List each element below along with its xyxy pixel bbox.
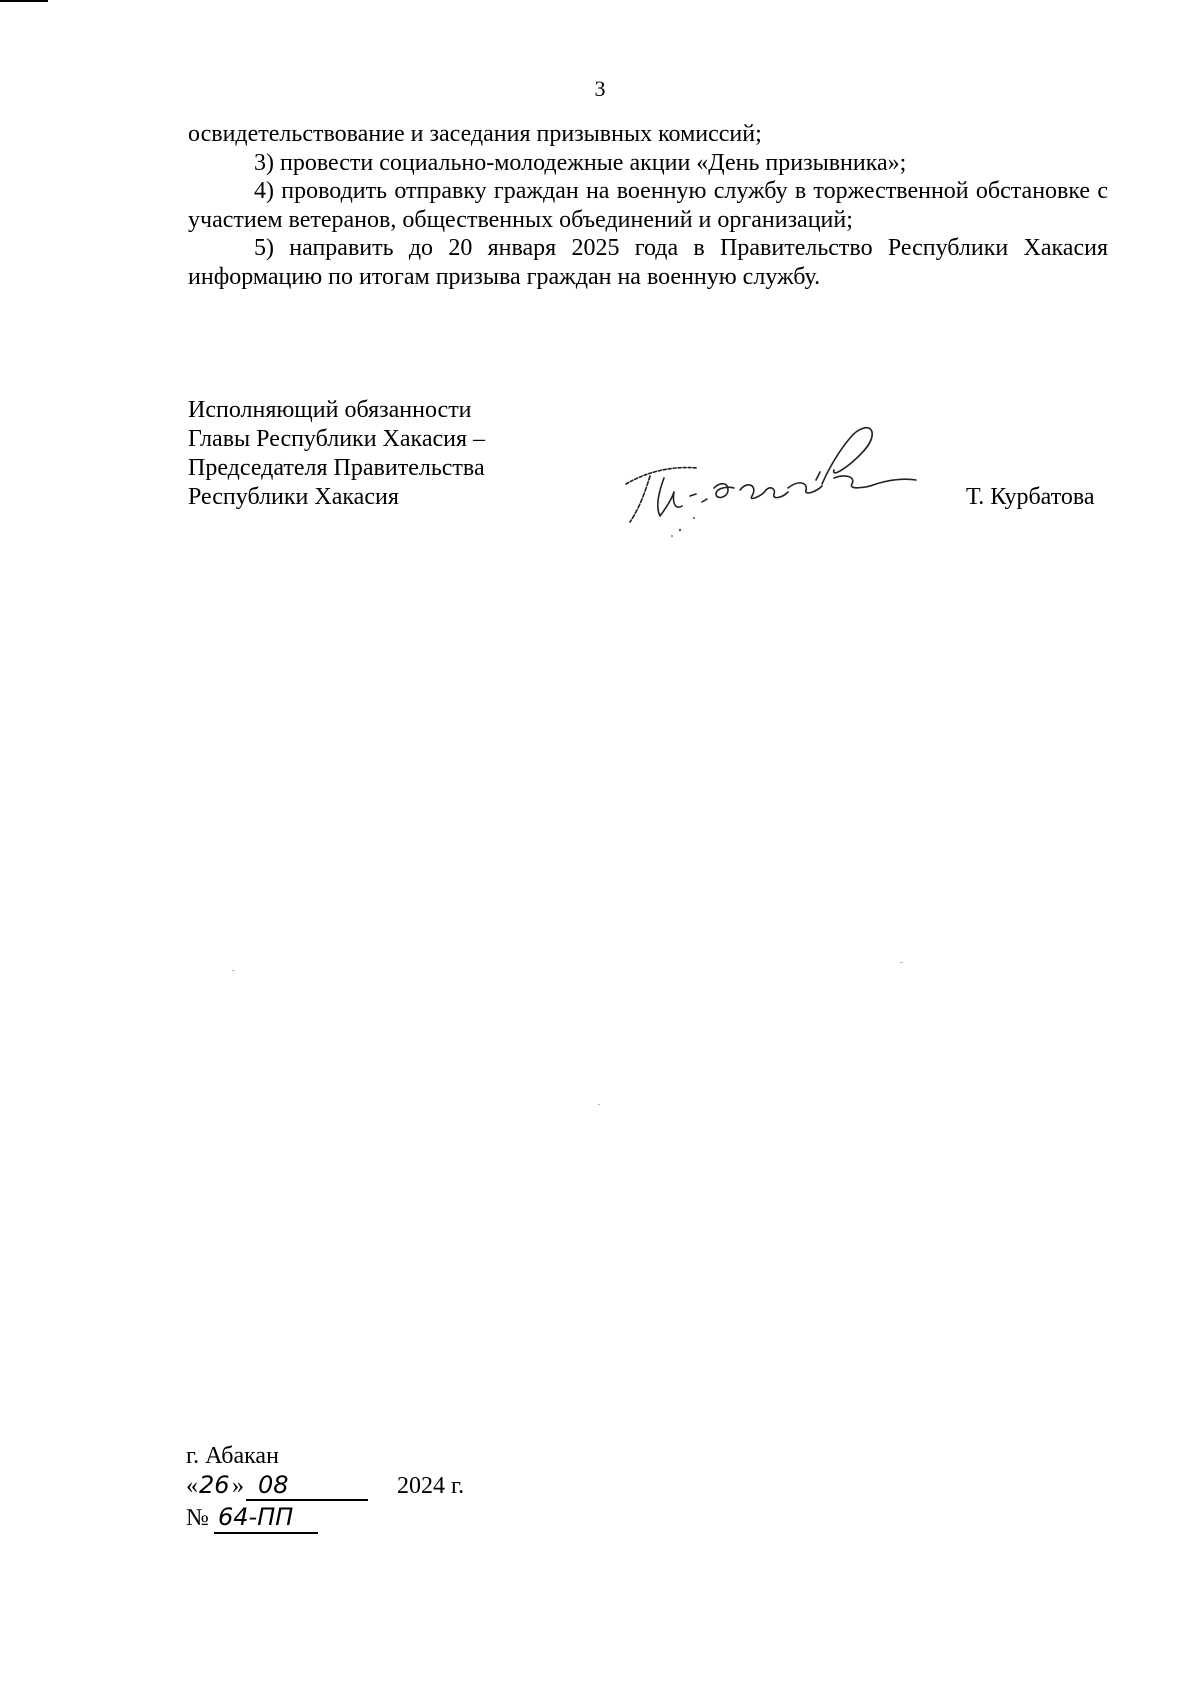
document-body	[188, 120, 1108, 291]
signatory-title-line: Главы Республики Хакасия –	[188, 426, 486, 452]
scan-speck	[232, 970, 235, 971]
handwritten-month: 08	[258, 1471, 289, 1499]
signatory-title-line: Исполняющий обязанности	[188, 397, 472, 423]
handwritten-day: 26	[199, 1471, 230, 1499]
signatory-title	[188, 396, 485, 512]
date-year: 2024 г.	[397, 1473, 465, 1499]
paragraph-continuation: освидетельствование и заседания призывных комиссий;	[188, 121, 762, 147]
paragraph-item-3: 3) провести социально-молодежные акции «День призывника»;	[254, 149, 907, 176]
date-underline	[246, 1499, 368, 1501]
city-line: г. Абакан	[186, 1443, 279, 1469]
number-underline	[214, 1532, 318, 1534]
page-number: 3	[594, 76, 606, 101]
handwritten-number: 64-ПП	[218, 1503, 294, 1531]
signer-name: Т. Курбатова	[966, 484, 1095, 510]
document-number-line	[186, 1502, 386, 1536]
scan-edge-mark	[0, 0, 48, 2]
paragraph-item-5: 5) направить до 20 января 2025 года в Правительство Республики Хакасия информацию по итогам призыва граждан на военную службу.	[188, 235, 1108, 290]
date-open-quote: «	[186, 1473, 198, 1499]
handwritten-signature	[620, 418, 920, 548]
date-close-quote: »	[232, 1473, 244, 1499]
date-line	[186, 1472, 506, 1504]
scan-speck	[900, 962, 903, 963]
signatory-title-line: Председателя Правительства	[188, 455, 485, 481]
number-sign: №	[186, 1505, 209, 1531]
scan-speck	[598, 1104, 600, 1105]
signatory-title-line: Республики Хакасия	[188, 484, 399, 510]
paragraph-item-4: 4) проводить отправку граждан на военную службу в торжественной обстановке с участием ветеранов, общественных объединений и организаций;	[188, 178, 1108, 233]
